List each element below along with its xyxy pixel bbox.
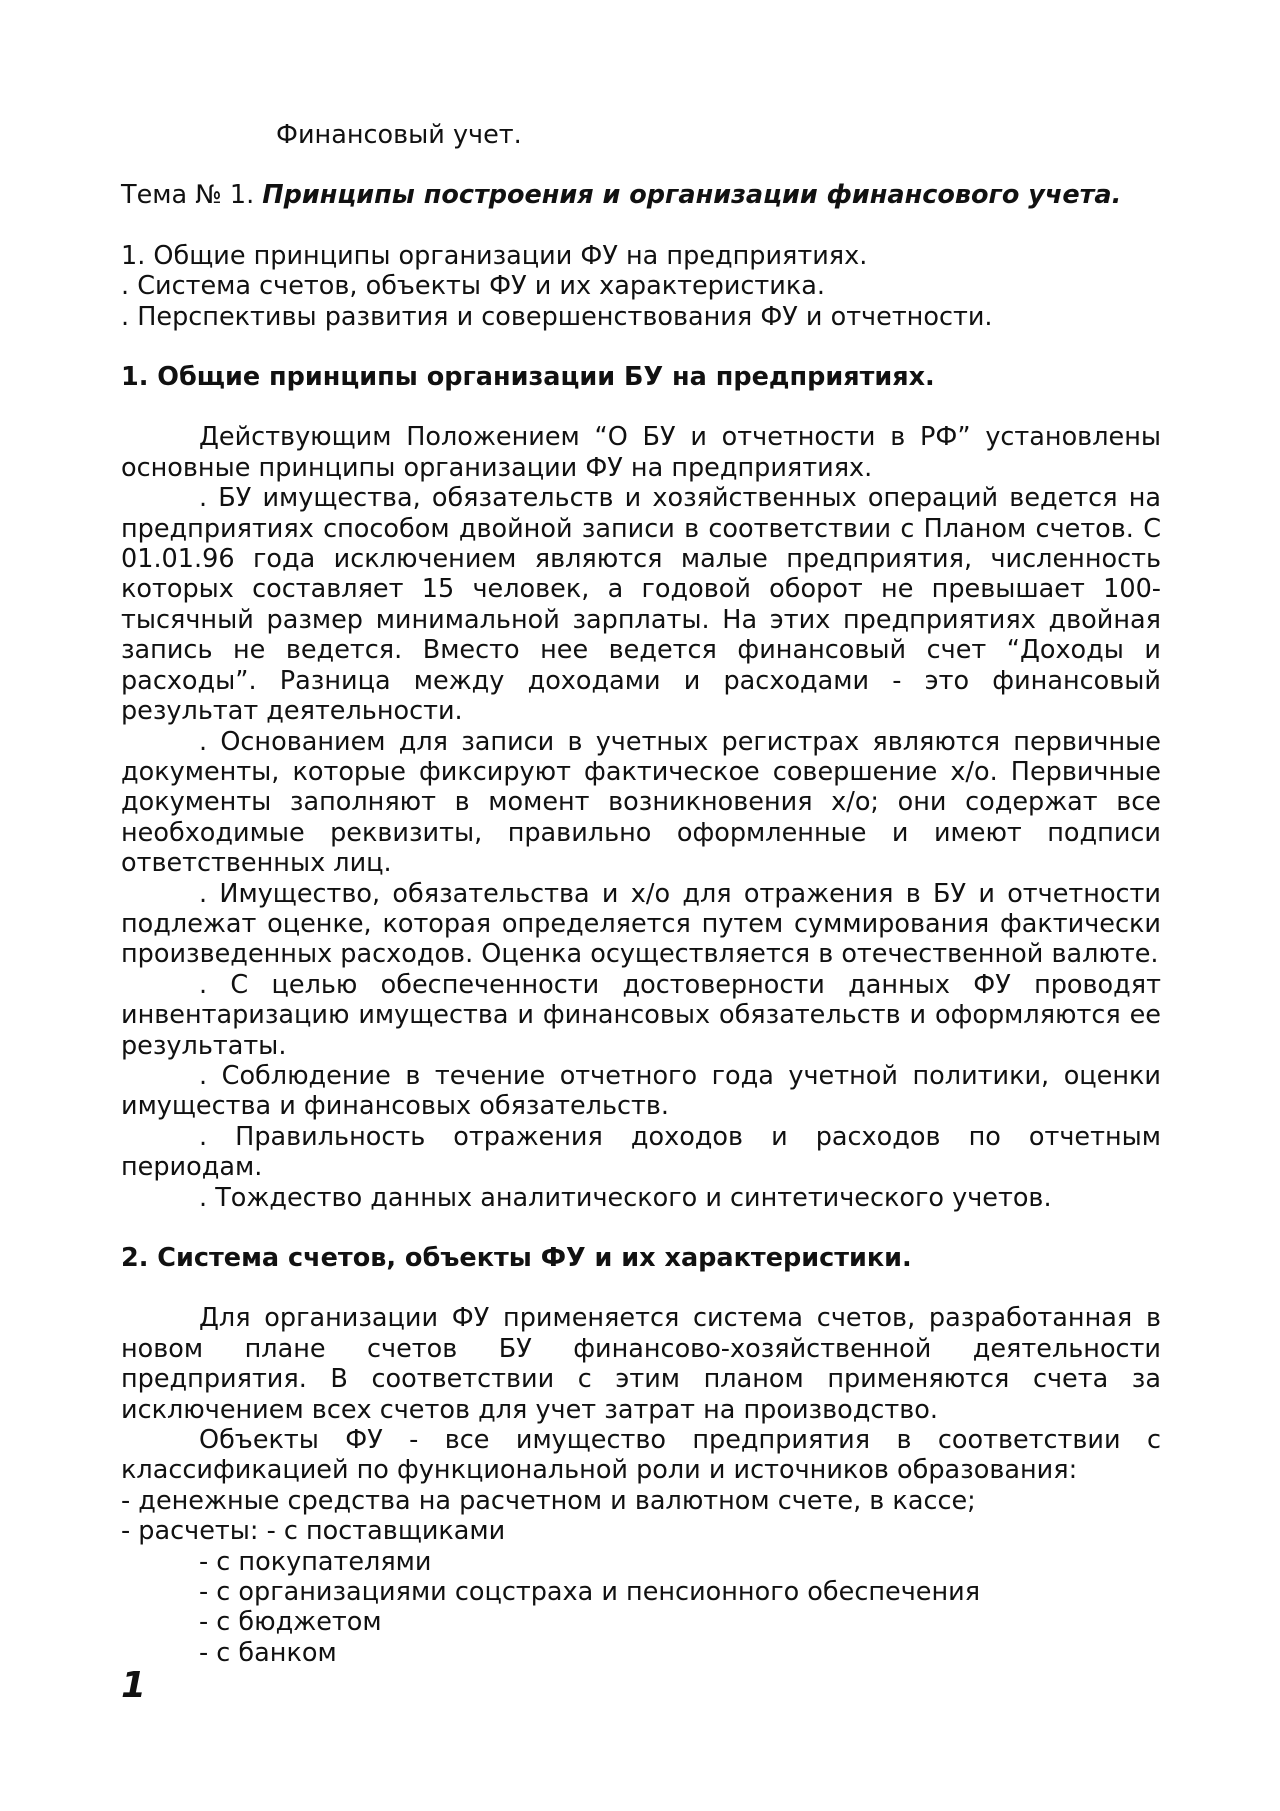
sub-list-item: - с банком — [199, 1637, 337, 1668]
paragraph: . Основанием для записи в учетных регистрах являются первичные документы, которые фиксируют фактическое совершение х/о. Первичные документы заполняют в момент возникновения х/о; они содержат все необходимые реквизиты, правильно оформленные и имеют подписи ответственных лиц. — [121, 726, 1161, 879]
page-content — [121, 120, 1161, 1668]
paragraph: . С целью обеспеченности достоверности данных ФУ проводят инвентаризацию имущества и финансовых обязательств и оформляются ее результаты. — [121, 969, 1161, 1061]
section-1-heading: 1. Общие принципы организации БУ на предприятиях. — [121, 362, 935, 393]
sub-list-item: - с покупателями — [199, 1546, 432, 1577]
topic-prefix: Тема № 1. — [121, 180, 263, 211]
toc-item: 1. Общие принципы организации ФУ на предприятиях. — [121, 240, 868, 271]
list-item: - расчеты: - с поставщиками — [121, 1516, 506, 1547]
list-item: - денежные средства на расчетном и валютном счете, в кассе; — [121, 1485, 976, 1516]
sub-list-item: - с бюджетом — [199, 1607, 382, 1638]
section-2-body — [121, 1303, 1161, 1668]
paragraph: . Имущество, обязательства и х/о для отражения в БУ и отчетности подлежат оценке, которая определяется путем суммирования фактически произведенных расходов. Оценка осуществляется в отечественной валюте. — [121, 878, 1161, 970]
topic-line — [121, 180, 1161, 210]
topic-name: Принципы построения и организации финансового учета. — [262, 180, 1122, 211]
toc-item: . Перспективы развития и совершенствования ФУ и отчетности. — [121, 301, 993, 332]
paragraph: . БУ имущества, обязательств и хозяйственных операций ведется на предприятиях способом двойной записи в соответствии с Планом счетов. С 01.01.96 года исключением являются малые предприятия, численность которых составляет 15 человек, а годовой оборот не превышает 100-тысячный размер минимальной зарплаты. На этих предприятиях двойная запись не ведется. Вместо нее ведется финансовый счет “Доходы и расходы”. Разница между доходами и расходами - это финансовый результат деятельности. — [121, 483, 1161, 727]
document-title: Финансовый учет. — [276, 120, 522, 150]
section-1-body — [121, 422, 1161, 1213]
section-2-heading: 2. Система счетов, объекты ФУ и их характеристики. — [121, 1243, 912, 1273]
paragraph: Для организации ФУ применяется система счетов, разработанная в новом плане счетов БУ финансово-хозяйственной деятельности предприятия. В соответствии с этим планом применяются счета за исключением всех счетов для учет затрат на производство. — [121, 1303, 1161, 1425]
paragraph: . Соблюдение в течение отчетного года учетной политики, оценки имущества и финансовых обязательств. — [121, 1060, 1161, 1122]
sub-list-item: - с организациями соцстраха и пенсионного обеспечения — [199, 1577, 981, 1608]
paragraph: Объекты ФУ - все имущество предприятия в соответствии с классификацией по функциональной роли и источников образования: — [121, 1425, 1161, 1486]
page-number: 1 — [121, 1665, 147, 1706]
paragraph: . Тождество данных аналитического и синтетического учетов. — [199, 1182, 1052, 1213]
paragraph: Действующим Положением “О БУ и отчетности в РФ” установлены основные принципы организации ФУ на предприятиях. — [121, 422, 1161, 483]
paragraph: . Правильность отражения доходов и расходов по отчетным периодам. — [121, 1121, 1161, 1183]
toc-item: . Система счетов, объекты ФУ и их характеристика. — [121, 271, 825, 302]
table-of-contents — [121, 241, 1161, 332]
